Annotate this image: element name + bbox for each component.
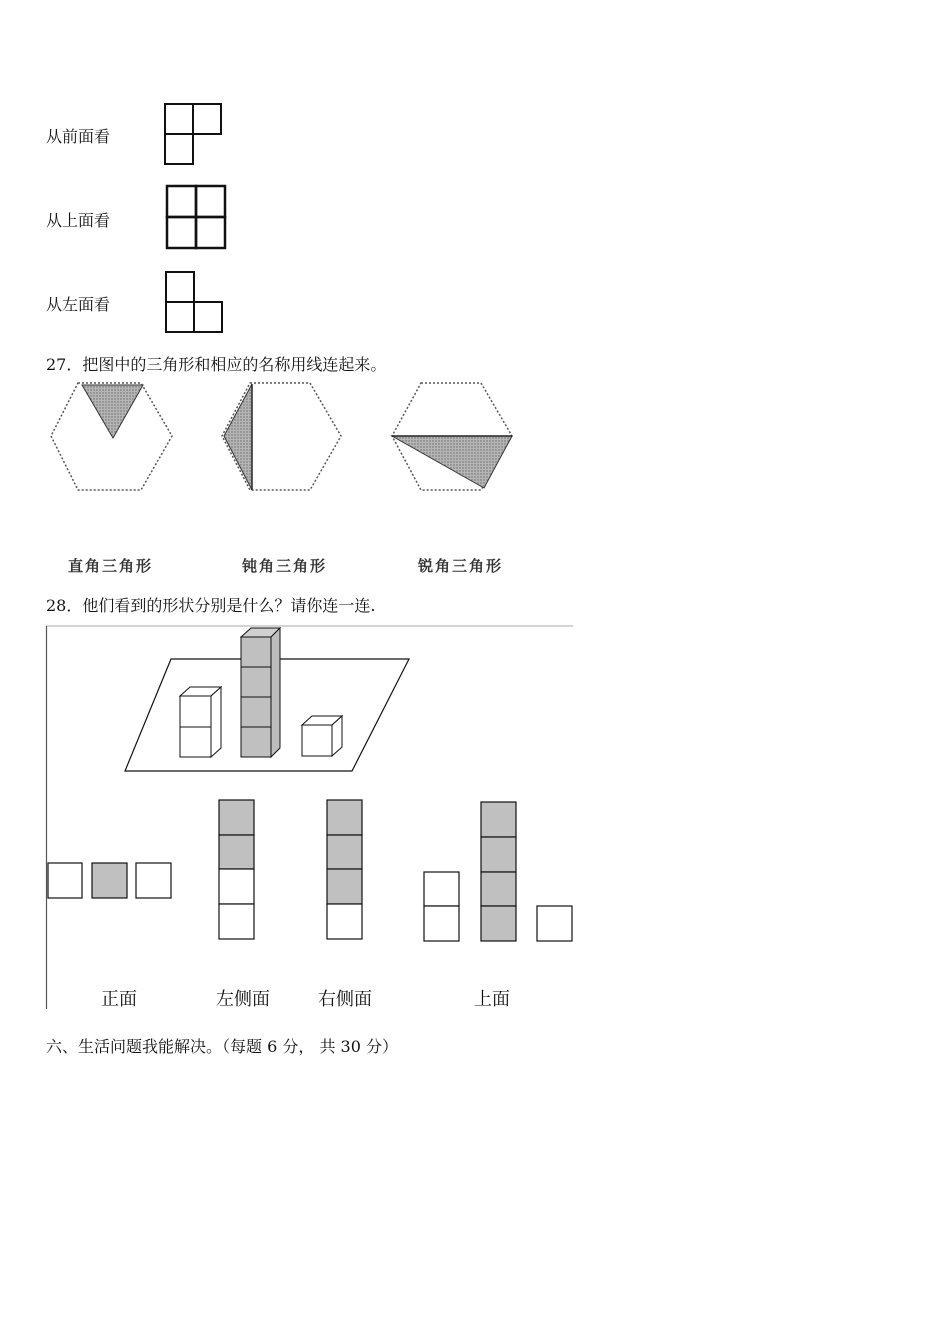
view-name-right-side: 右侧面 bbox=[318, 989, 372, 1009]
triangle-1 bbox=[82, 385, 143, 438]
view-name-top: 上面 bbox=[474, 989, 510, 1009]
view-option-right-side bbox=[327, 800, 362, 939]
top-view-figure bbox=[166, 185, 228, 251]
cube-scene-figure bbox=[46, 626, 574, 1011]
label-acute-triangle: 锐角三角形 bbox=[418, 557, 504, 575]
cube-stack-left bbox=[180, 687, 221, 757]
front-view-figure bbox=[165, 102, 225, 166]
view-name-front: 正面 bbox=[101, 989, 137, 1009]
question-27: 27．把图中的三角形和相应的名称用线连起来。 bbox=[46, 355, 387, 374]
label-right-triangle: 直角三角形 bbox=[68, 557, 154, 575]
section-6-heading: 六、生活问题我能解决。（每题 6 分， 共 30 分） bbox=[46, 1037, 398, 1056]
left-view-figure bbox=[165, 270, 227, 336]
hexagon-figures bbox=[48, 380, 528, 495]
triangle-3 bbox=[392, 436, 512, 488]
view-option-left-side bbox=[219, 800, 254, 939]
view-option-front bbox=[48, 863, 171, 898]
question-28: 28．他们看到的形状分别是什么？请你连一连. bbox=[46, 596, 376, 615]
view-label-left: 从左面看 bbox=[46, 295, 111, 314]
cube-stack-middle bbox=[241, 628, 280, 757]
triangle-2 bbox=[224, 384, 252, 490]
view-option-top bbox=[424, 802, 572, 941]
label-obtuse-triangle: 钝角三角形 bbox=[242, 557, 328, 575]
view-label-front: 从前面看 bbox=[46, 127, 111, 146]
cube-single-right bbox=[302, 716, 342, 756]
view-name-left-side: 左侧面 bbox=[216, 989, 270, 1009]
view-label-top: 从上面看 bbox=[46, 211, 111, 230]
